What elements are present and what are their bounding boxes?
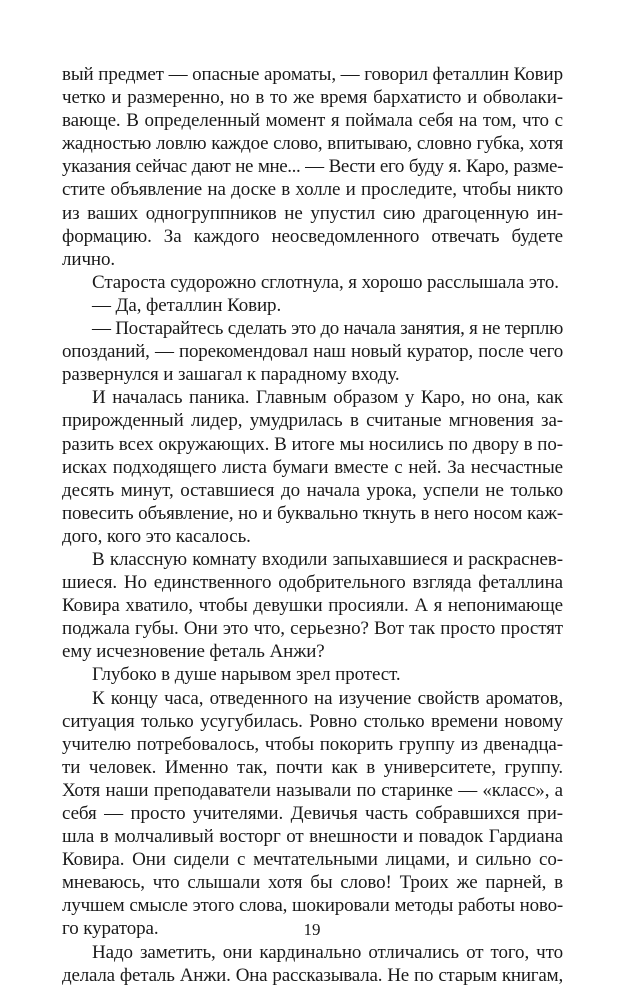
text-line: опозданий, — порекомендовал наш новый куратор, после чего bbox=[62, 341, 563, 363]
body-text bbox=[62, 63, 563, 987]
text-line: го куратора. bbox=[62, 918, 159, 940]
text-line: десять минут, оставшиеся до начала урока, успели не только bbox=[62, 479, 563, 501]
text-line: Ковира хватило, чтобы девушки просияли. А я непонимающе bbox=[62, 595, 563, 617]
page-number: 19 bbox=[303, 920, 321, 939]
text-line: прирожденный лидер, умудрилась в считаные мгновения за- bbox=[62, 410, 563, 432]
text-line: учителю потребовалось, чтобы покорить группу из двенадца- bbox=[62, 733, 563, 755]
text-line: В классную комнату входили запыхавшиеся и раскраснев- bbox=[92, 548, 563, 570]
text-line: из ваших одногруппников не упустил сию драгоценную ин- bbox=[62, 202, 563, 224]
text-line: вый предмет — опасные ароматы, — говорил феталлин Ковир bbox=[62, 64, 563, 85]
text-line: себя — просто учителями. Девичья часть собравшихся при- bbox=[62, 803, 563, 824]
text-line: Глубоко в душе нарывом зрел протест. bbox=[92, 664, 401, 686]
text-line: дого, кого это касалось. bbox=[62, 525, 251, 547]
text-line: И началась паника. Главным образом у Каро, но она, как bbox=[92, 387, 563, 409]
text-line: ти человек. Именно так, почти как в университете, группу. bbox=[62, 756, 563, 778]
text-line: Надо заметить, они кардинально отличались от того, что bbox=[92, 941, 563, 963]
text-line: Хотя наши преподаватели называли по старинке — «класс», а bbox=[62, 779, 563, 801]
text-line: делала феталь Анжи. Она рассказывала. Не по старым книгам, bbox=[62, 964, 563, 986]
text-line: шиеся. Но единственного одобрительного взгляда феталлина bbox=[62, 572, 563, 594]
text-line: — Да, феталлин Ковир. bbox=[92, 294, 282, 316]
text-line: указания сейчас дают не мне... — Вести его буду я. Каро, разме- bbox=[62, 156, 563, 178]
text-line: лично. bbox=[62, 248, 116, 270]
text-line: ему исчезновение феталь Анжи? bbox=[62, 641, 325, 663]
text-line: исках подходящего листа бумаги вместе с ней. За несчастные bbox=[62, 456, 563, 478]
text-line: лучшем смысле этого слова, шокировали методы работы ново- bbox=[62, 895, 563, 917]
text-line: ситуация только усугубилась. Ровно столько времени новому bbox=[62, 710, 563, 732]
text-line: мневаюсь, что слышали хотя бы слово! Троих же парней, в bbox=[62, 872, 563, 894]
text-line: Староста судорожно сглотнула, я хорошо расслышала это. bbox=[92, 271, 559, 293]
text-line: жадностью ловлю каждое слово, впитываю, словно губка, хотя bbox=[62, 133, 563, 155]
text-line: Ковира. Они сидели с мечтательными лицами, и сильно со- bbox=[62, 849, 563, 871]
text-line: стите объявление на доске в холле и проследите, чтобы никто bbox=[62, 179, 563, 201]
text-line: К концу часа, отведенного на изучение свойств ароматов, bbox=[92, 687, 563, 709]
text-line: шла в молчаливый восторг от внешности и повадок Гардиана bbox=[62, 826, 563, 848]
text-line: поджала губы. Они это что, серьезно? Вот так просто простят bbox=[62, 618, 563, 640]
text-line: развернулся и зашагал к парадному входу. bbox=[62, 364, 400, 386]
text-line: четко и размеренно, но в то же время бархатисто и обволаки- bbox=[62, 87, 563, 109]
text-line: разить всех окружающих. В итоге мы носились по двору в по- bbox=[62, 433, 563, 455]
text-line: — Постарайтесь сделать это до начала занятия, я не терплю bbox=[92, 318, 563, 340]
text-line: формацию. За каждого неосведомленного отвечать будете bbox=[62, 225, 563, 247]
text-line: вающе. В определенный момент я поймала себя на том, что с bbox=[62, 110, 563, 132]
text-line: повесить объявление, но и буквально ткнуть в него носом каж- bbox=[62, 502, 563, 524]
